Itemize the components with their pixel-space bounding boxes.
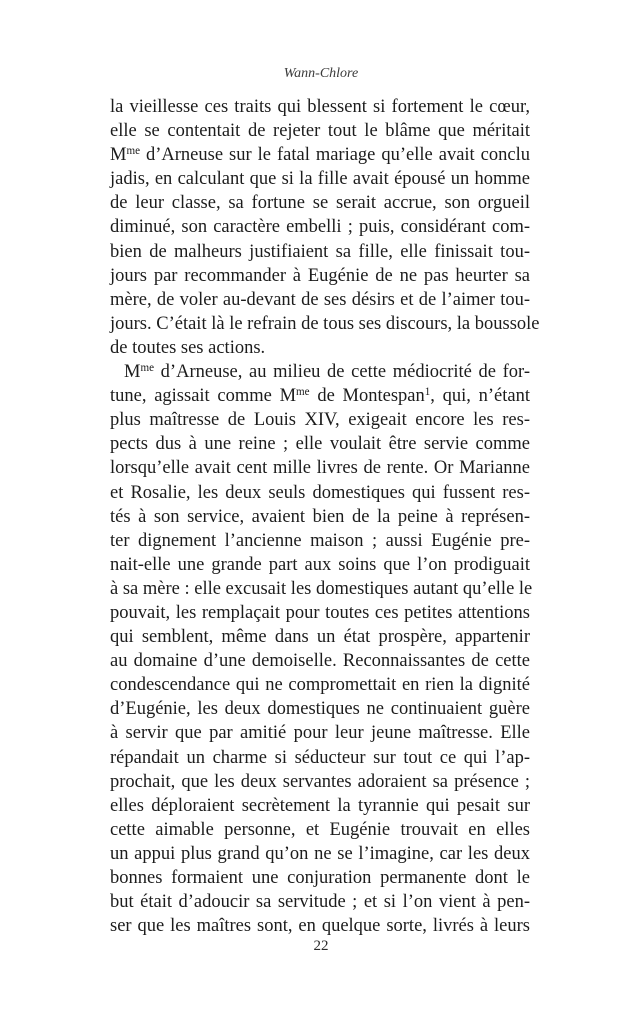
running-header: Wann-Chlore bbox=[283, 66, 359, 81]
text-line: au domaine d’une demoiselle. Reconnaissantes de cette bbox=[110, 651, 530, 672]
text-line: plus maîtresse de Louis XIV, exigeait encore les res- bbox=[110, 410, 530, 431]
text-line: à servir que par amitié pour leur jeune maîtresse. Elle bbox=[110, 723, 530, 744]
text-line: $M^{me}$ d’Arneuse, au milieu de cette médiocrité de for- bbox=[124, 361, 530, 383]
text-line: prochait, que les deux servantes adoraient sa présence ; bbox=[110, 771, 530, 792]
text-line: cette aimable personne, et Eugénie trouvait en elles bbox=[110, 819, 530, 840]
text-line: ter dignement l’ancienne maison ; aussi Eugénie pre- bbox=[110, 530, 530, 551]
text-line: bonnes formaient une conjuration permanente dont le bbox=[110, 868, 530, 888]
text-line: elle se contentait de rejeter tout le blâme que méritait bbox=[110, 121, 530, 142]
text-line: de toutes ses actions. bbox=[110, 337, 266, 358]
footnote-marker: 1 bbox=[424, 386, 431, 399]
text-line: d’Eugénie, les deux domestiques ne continuaient guère bbox=[110, 699, 530, 720]
text-line: elles déploraient secrètement la tyrannie qui pesait sur bbox=[110, 795, 530, 816]
text-line: mère, de voler au-devant de ses désirs et de l’aimer tou- bbox=[110, 289, 530, 310]
text-line: de leur classe, sa fortune se serait accrue, son orgueil bbox=[110, 193, 530, 214]
text-line: tés à son service, avaient bien de la peine à représen- bbox=[110, 506, 530, 527]
text-line: pouvait, les remplaçait pour toutes ces petites attentions bbox=[110, 602, 530, 623]
text-line: un appui plus grand qu’on ne se l’imagine, car les deux bbox=[110, 843, 530, 864]
text-line: jours par recommander à Eugénie de ne pas heurter sa bbox=[110, 265, 530, 286]
text-line: tune, agissait comme $M^{me}$ de Montespan$^1$, qui, n’étant bbox=[110, 386, 530, 407]
body-text bbox=[110, 95, 540, 938]
text-line: et Rosalie, les deux seuls domestiques qui fussent res- bbox=[110, 482, 530, 503]
text-line: bien de malheurs justifiaient sa fille, elle finissait tou- bbox=[110, 241, 530, 262]
text-line: nait-elle une grande part aux soins que l’on prodiguait bbox=[110, 554, 530, 575]
text-line: condescendance qui ne compromettait en rien la dignité bbox=[110, 675, 530, 696]
text-line: jours. C’était là le refrain de tous ses discours, la boussole bbox=[110, 313, 540, 334]
text-line: la vieillesse ces traits qui blessent si fortement le cœur, bbox=[110, 97, 530, 117]
text-line: jadis, en calculant que si la fille avait épousé un homme bbox=[110, 169, 530, 190]
text-line: répandait un charme si séducteur sur tout ce qui l’ap- bbox=[110, 747, 530, 768]
text-line: ser que les maîtres sont, en quelque sorte, livrés à leurs bbox=[110, 916, 530, 937]
text-line: à sa mère : elle excusait les domestiques autant qu’elle le bbox=[110, 578, 533, 599]
text-line: diminué, son caractère embelli ; puis, considérant com- bbox=[110, 217, 530, 238]
text-line: lorsqu’elle avait cent mille livres de rente. Or Marianne bbox=[110, 458, 530, 479]
text-line: pects dus à une reine ; elle voulait être servie comme bbox=[110, 434, 530, 455]
text-line: but était d’adoucir sa servitude ; et si l’on vient à pen- bbox=[110, 892, 530, 913]
text-line: qui semblent, même dans un état prospère, appartenir bbox=[110, 627, 530, 648]
page-number: 22 bbox=[313, 938, 329, 954]
text-line: $M^{me}$ d’Arneuse sur le fatal mariage qu’elle avait conclu bbox=[110, 145, 530, 166]
